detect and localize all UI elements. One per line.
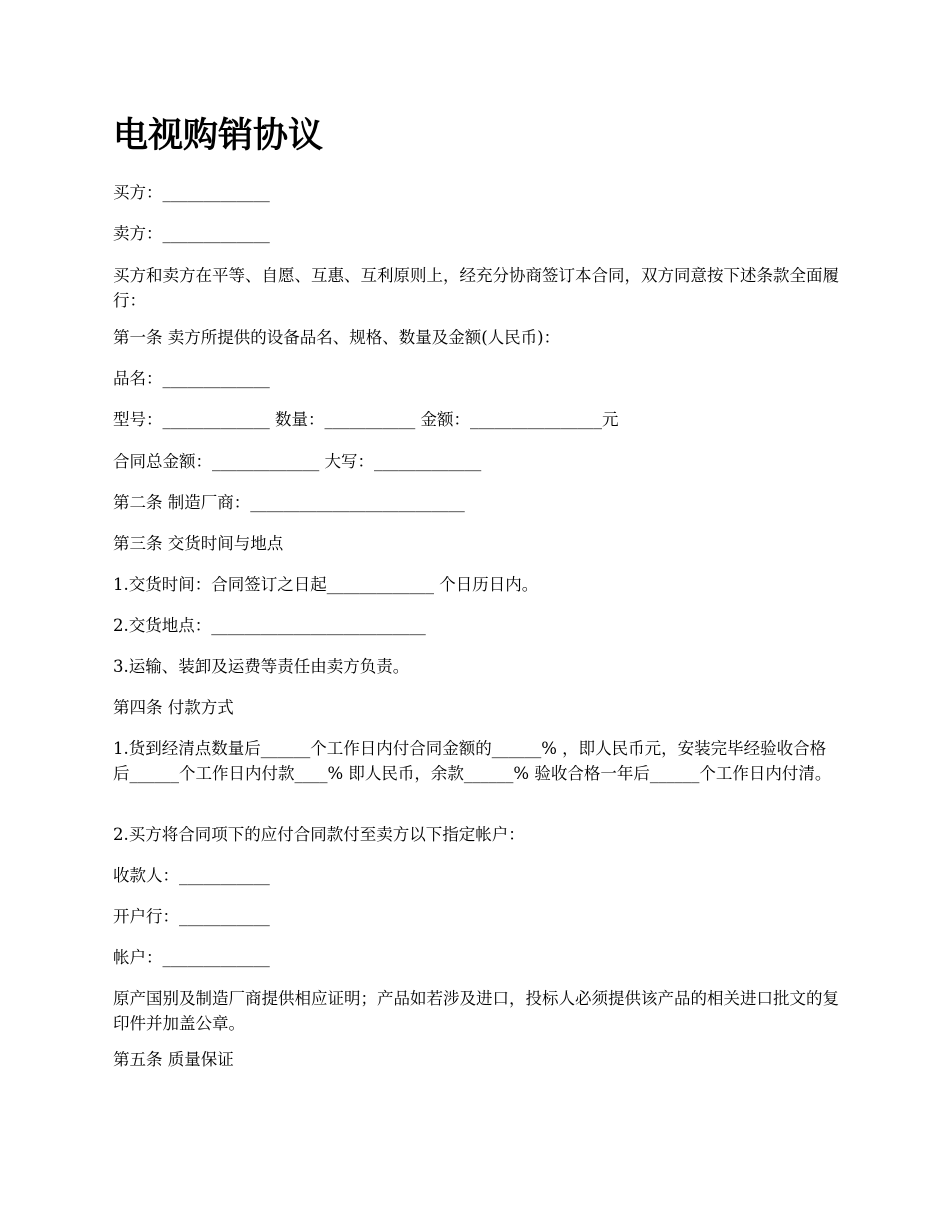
origin-certificate-clause: 原产国别及制造厂商提供相应证明；产品如若涉及进口，投标人必须提供该产品的相关进口批文的复印件并加盖公章。 [113, 989, 839, 1033]
bank-field: 开户行：___________ [113, 907, 270, 926]
delivery-time-clause: 1.交货时间：合同签订之日起_____________ 个日历日内。 [113, 575, 539, 594]
account-field: 帐户：_____________ [113, 948, 270, 967]
payment-schedule-clause: 1.货到经清点数量后______个工作日内付合同金额的______% ，即人民币元，安装完毕经验收合格后______个工作日内付款____% 即人民币，余款______% 验收合格一年后______个工作日内付清。 [113, 739, 832, 783]
seller-field: 卖方：_____________ [113, 224, 270, 243]
transport-clause: 3.运输、装卸及运费等责任由卖方负责。 [113, 657, 410, 676]
article-1-heading: 第一条 卖方所提供的设备品名、规格、数量及金额(人民币)： [113, 328, 561, 347]
model-quantity-amount-fields: 型号：_____________ 数量：___________ 金额：________________元 [113, 410, 619, 429]
payment-account-clause: 2.买方将合同项下的应付合同款付至卖方以下指定帐户： [113, 825, 525, 844]
intro-paragraph: 买方和卖方在平等、自愿、互惠、互利原则上，经充分协商签订本合同，双方同意按下述条款全面履行： [113, 266, 839, 310]
total-amount-field: 合同总金额：_____________ 大写：_____________ [113, 452, 482, 471]
article-2-manufacturer: 第二条 制造厂商：__________________________ [113, 493, 465, 512]
document-title: 电视购销协议 [113, 115, 324, 156]
article-3-heading: 第三条 交货时间与地点 [113, 534, 284, 553]
article-4-heading: 第四条 付款方式 [113, 698, 234, 717]
buyer-field: 买方：_____________ [113, 183, 270, 202]
payee-field: 收款人：___________ [113, 866, 270, 885]
product-name-field: 品名：_____________ [113, 369, 270, 388]
delivery-location-clause: 2.交货地点：__________________________ [113, 616, 426, 635]
article-5-heading: 第五条 质量保证 [113, 1050, 234, 1069]
